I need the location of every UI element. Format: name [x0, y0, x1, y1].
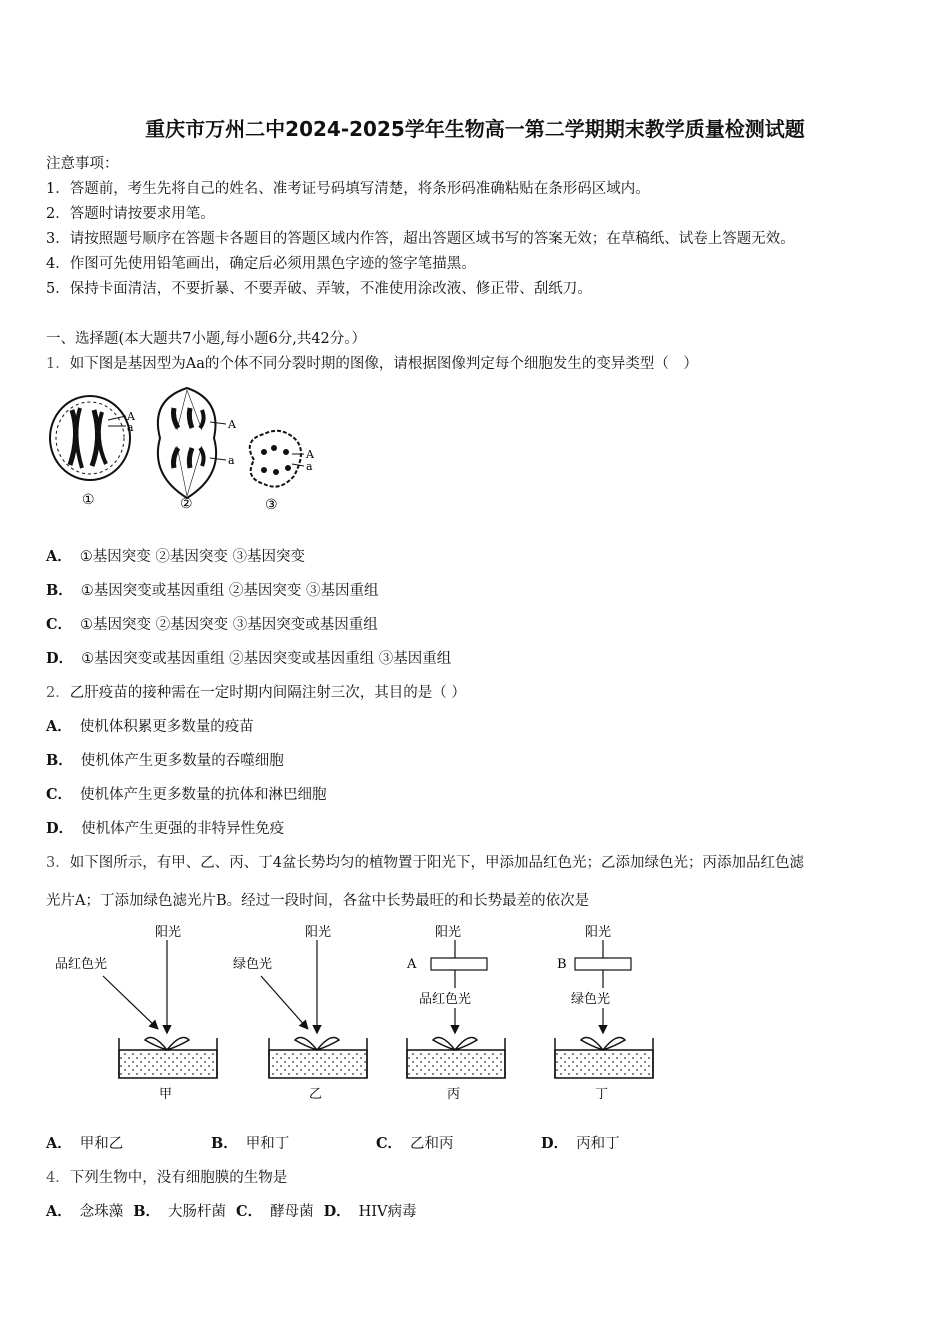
pot-label: 乙: [309, 1087, 323, 1102]
notice-item: 5．保持卡面清洁，不要折暴、不要弄破、弄皱，不准使用涂改液、修正带、刮纸刀。: [46, 281, 592, 297]
pot-label: 丁: [595, 1087, 609, 1102]
question-text: 下列生物中，没有细胞膜的生物是: [69, 1170, 288, 1186]
option-d[interactable]: D． HIV病毒: [323, 1203, 417, 1220]
cell-1: [50, 396, 136, 508]
sunlight-label: 阳光: [435, 925, 462, 940]
pot-yi: [233, 924, 367, 1102]
option-b[interactable]: B． 使机体产生更多数量的吞噬细胞: [46, 752, 284, 769]
green-light-label: 绿色光: [233, 957, 273, 972]
question-3: [46, 851, 804, 872]
question-number: 2．: [46, 685, 70, 701]
question-4: [46, 1166, 287, 1187]
green-light-label: 绿色光: [571, 992, 611, 1007]
pot-jia: [55, 924, 217, 1102]
gene-label-a: a: [306, 460, 313, 473]
option-a[interactable]: A． 甲和乙: [46, 1135, 124, 1152]
q3-options: [46, 1132, 620, 1153]
option-b[interactable]: B． ①基因突变或基因重组 ②基因突变 ③基因重组: [46, 582, 379, 599]
gene-label-A: A: [306, 448, 314, 461]
pot-bing: [406, 924, 505, 1102]
gene-label-a: a: [127, 421, 134, 434]
gene-label-A: A: [228, 418, 236, 431]
notice-item: 2．答题时请按要求用笔。: [46, 206, 215, 222]
notice-item: 1．答题前，考生先将自己的姓名、准考证号码填写清楚，将条形码准确粘贴在条形码区域内。: [46, 181, 650, 197]
option-b[interactable]: B． 大肠杆菌: [133, 1203, 227, 1220]
option-a[interactable]: A． ①基因突变 ②基因突变 ③基因突变: [46, 548, 305, 565]
magenta-light-label: 品红色光: [419, 992, 472, 1007]
sunlight-label: 阳光: [305, 925, 332, 940]
cell-2: [158, 388, 237, 512]
question-text: 如下图所示，有甲、乙、丙、丁4盆长势均匀的植物置于阳光下，甲添加品红色光；乙添加绿色光；丙添加品红色滤: [69, 855, 804, 871]
question-number: 1．: [46, 356, 70, 372]
question-text: 如下图是基因型为Aa的个体不同分裂时期的图像，请根据图像判定每个细胞发生的变异类型（ ）: [69, 356, 698, 372]
cell-label-1: ①: [82, 492, 95, 508]
question-text: 乙肝疫苗的接种需在一定时期内间隔注射三次，其目的是（ ）: [69, 685, 466, 701]
option-c[interactable]: C． 使机体产生更多数量的抗体和淋巴细胞: [46, 786, 327, 803]
page-title: 重庆市万州二中2024-2025学年生物高一第二学期期末教学质量检测试题: [145, 117, 805, 141]
sunlight-label: 阳光: [585, 925, 612, 940]
cell-division-figure: [42, 380, 322, 515]
q4-options: [46, 1200, 417, 1221]
option-d[interactable]: D． 丙和丁: [541, 1135, 620, 1152]
plant-light-figure: [55, 920, 675, 1105]
option-d[interactable]: D． 使机体产生更强的非特异性免疫: [46, 820, 285, 837]
gene-label-a: a: [228, 454, 235, 467]
filter-a-label: A: [407, 957, 417, 972]
question-2: [46, 681, 466, 702]
magenta-light-label: 品红色光: [55, 957, 108, 972]
notice-item: 4．作图可先使用铅笔画出，确定后必须用黑色字迹的签字笔描黑。: [46, 256, 476, 272]
pot-ding: [555, 924, 653, 1102]
cell-label-2: ②: [180, 496, 193, 512]
cell-label-3: ③: [265, 497, 278, 513]
question-number: 3．: [46, 855, 70, 871]
option-c[interactable]: C． 乙和丙: [376, 1135, 454, 1152]
option-c[interactable]: C． 酵母菌: [236, 1203, 314, 1220]
question-1: [46, 352, 698, 373]
cell-3: [250, 431, 315, 513]
question-3-line-2: 光片A；丁添加绿色滤光片B。经过一段时间，各盆中长势最旺的和长势最差的依次是: [46, 893, 590, 909]
gene-label-A: A: [127, 410, 135, 423]
filter-b-label: B: [557, 957, 567, 972]
pot-label: 丙: [447, 1087, 461, 1102]
question-number: 4．: [46, 1170, 70, 1186]
section-heading: 一、选择题(本大题共7小题,每小题6分,共42分。）: [46, 331, 367, 347]
option-c[interactable]: C． ①基因突变 ②基因突变 ③基因突变或基因重组: [46, 616, 378, 633]
filter-b: [575, 958, 631, 970]
option-d[interactable]: D． ①基因突变或基因重组 ②基因突变或基因重组 ③基因重组: [46, 650, 452, 667]
option-a[interactable]: A． 念珠藻: [46, 1203, 124, 1220]
option-b[interactable]: B． 甲和丁: [211, 1135, 290, 1152]
pot-label: 甲: [159, 1087, 173, 1102]
notice-heading: 注意事项：: [46, 156, 119, 172]
filter-a: [431, 958, 487, 970]
sunlight-label: 阳光: [155, 925, 182, 940]
notice-item: 3．请按照题号顺序在答题卡各题目的答题区域内作答，超出答题区域书写的答案无效；在草稿纸、试卷上答题无效。: [46, 231, 795, 247]
option-a[interactable]: A． 使机体积累更多数量的疫苗: [46, 718, 254, 735]
